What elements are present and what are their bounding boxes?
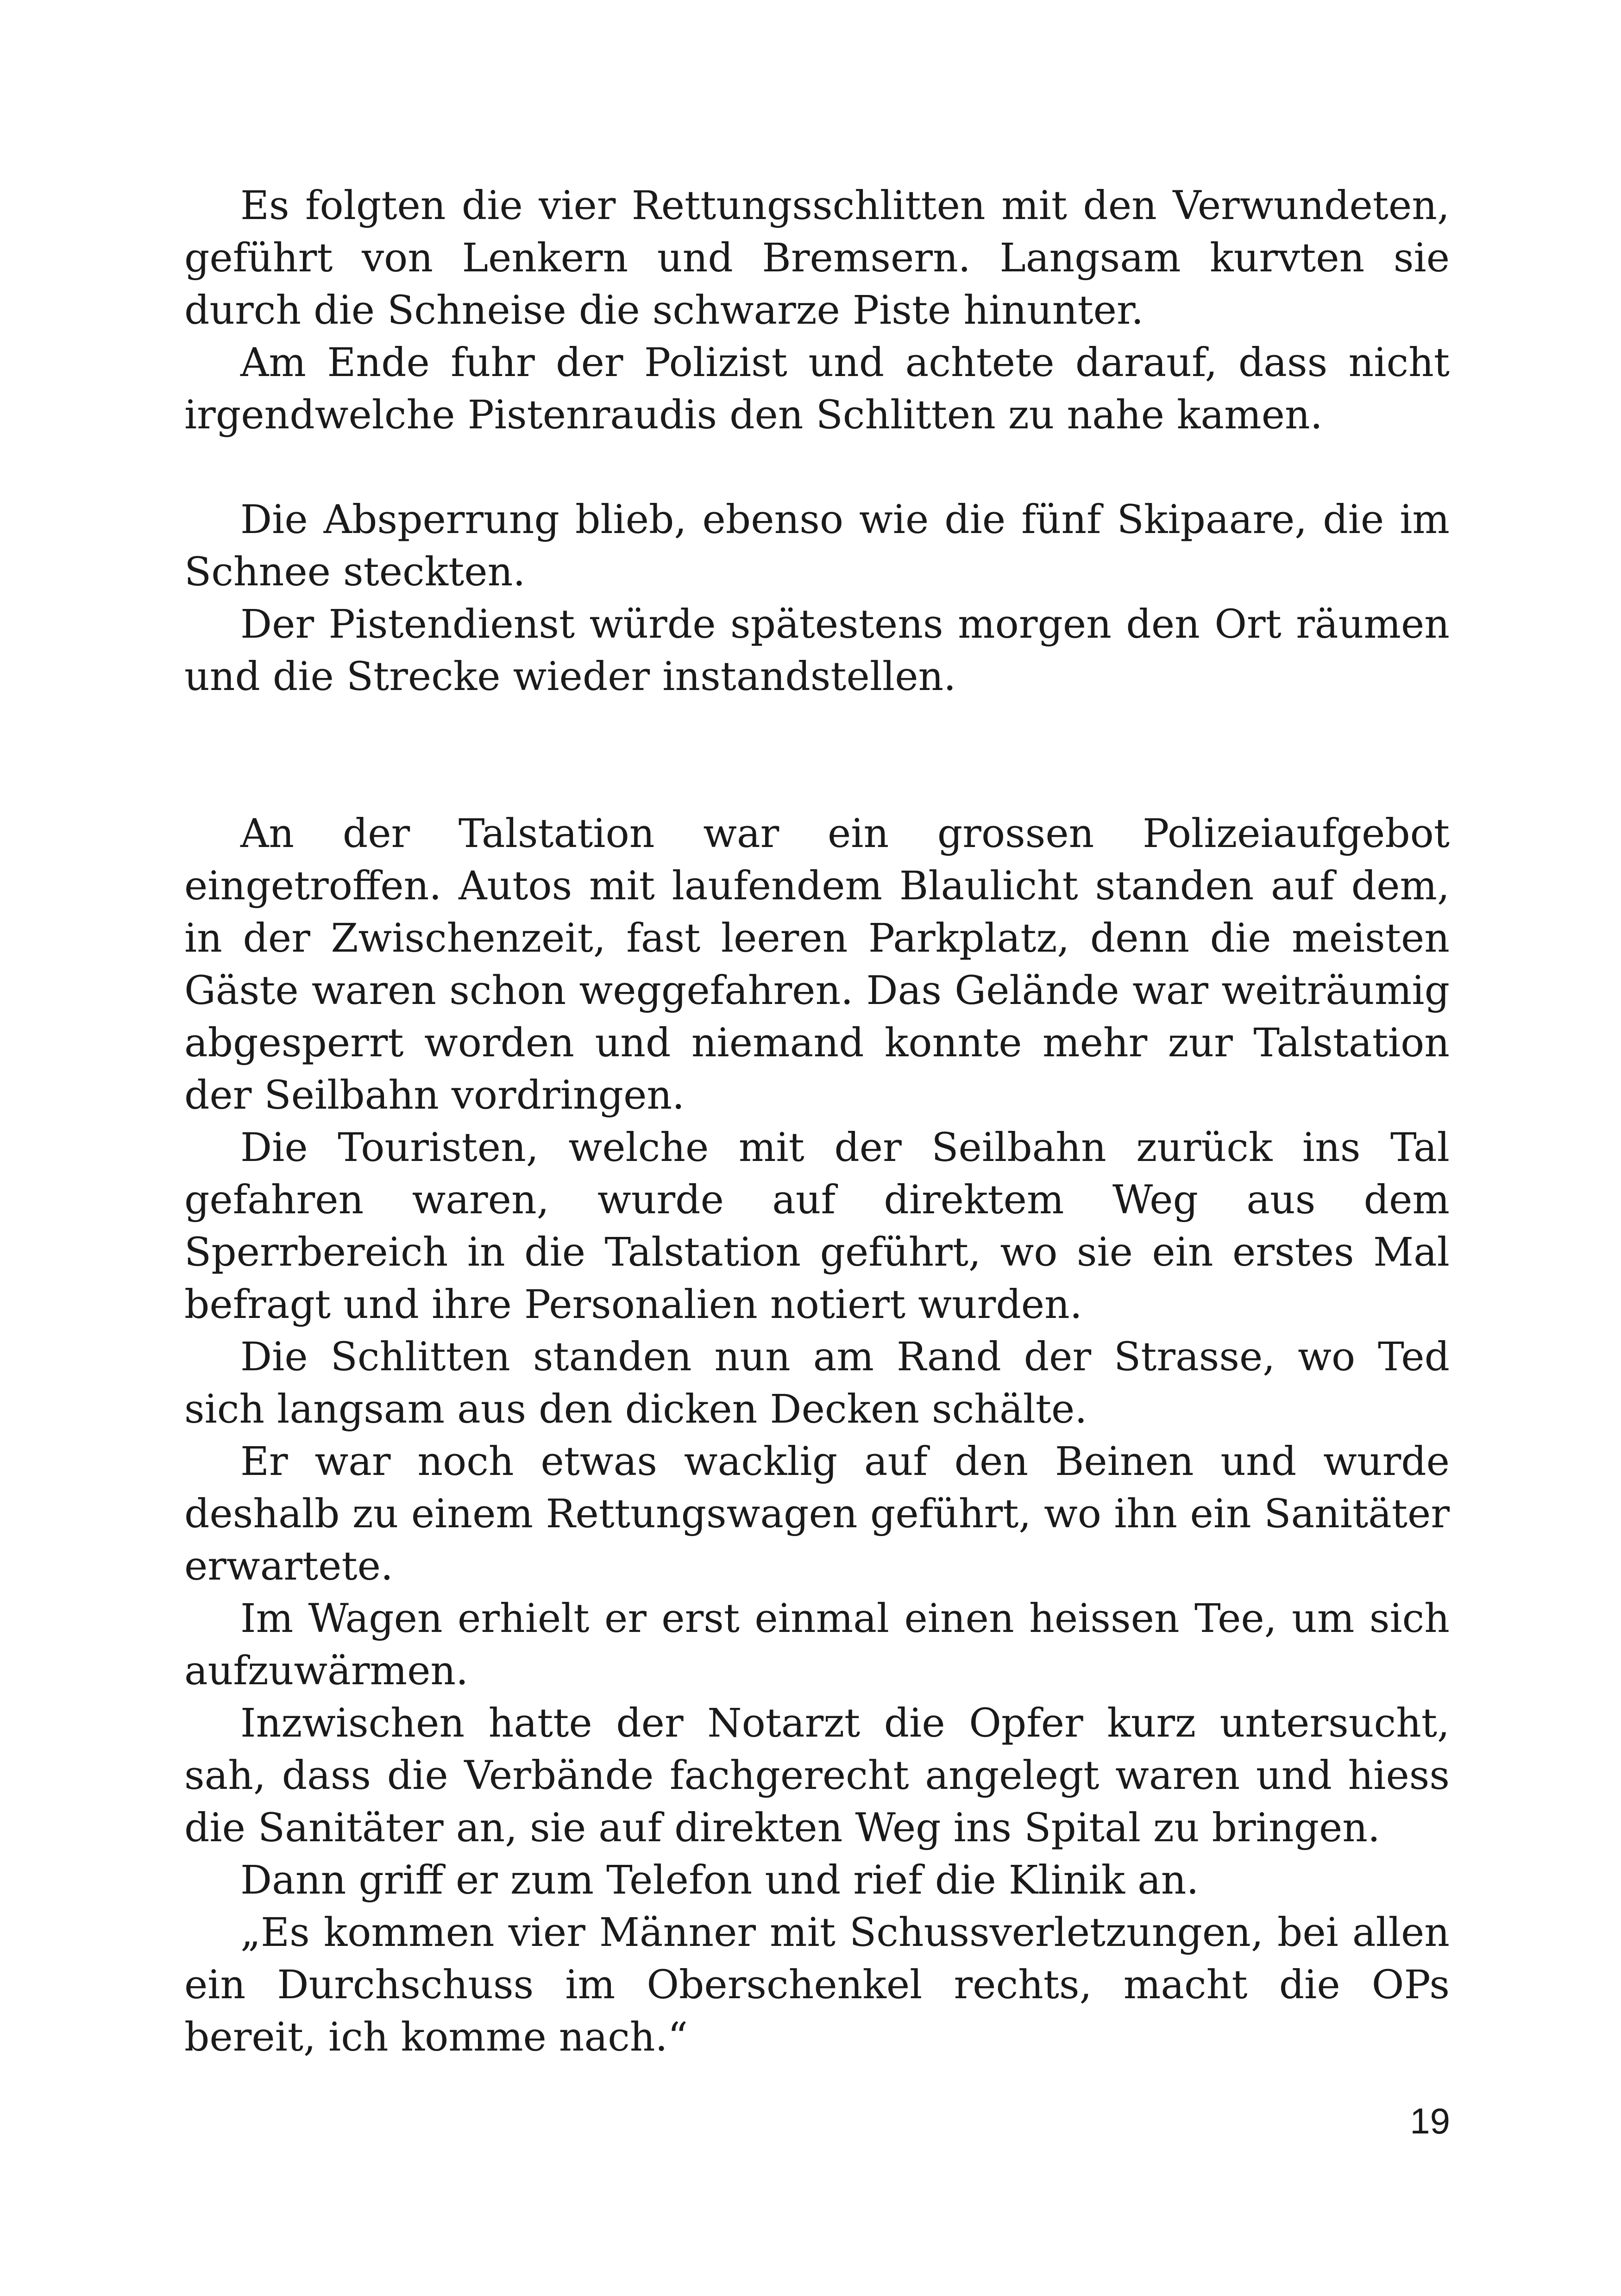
paragraph: An der Talstation war ein grossen Polizeiaufgebot eingetroffen. Autos mit laufendem Blaulicht standen auf dem, in der Zwischenzeit, fast leeren Parkplatz, denn die meisten Gäste waren schon weggefahren. Das Gelände war weiträumig abgesperrt worden und niemand konnte mehr zur Talstation der Seilbahn vordringen. xyxy=(184,811,1450,1118)
paragraph: Am Ende fuhr der Polizist und achtete darauf, dass nicht irgendwelche Pistenraudis den Schlitten zu nahe kamen. xyxy=(184,340,1450,438)
paragraph: Er war noch etwas wacklig auf den Beinen und wurde deshalb zu einem Rettungswagen geführt, wo ihn ein Sanitäter erwartete. xyxy=(184,1439,1450,1589)
paragraph: Es folgten die vier Rettungsschlitten mit den Verwundeten, geführt von Lenkern und Bremsern. Langsam kurvten sie durch die Schneise die schwarze Piste hinunter. xyxy=(184,183,1450,333)
paragraph: Die Touristen, welche mit der Seilbahn zurück ins Tal gefahren waren, wurde auf direktem Weg aus dem Sperrbereich in die Talstation geführt, wo sie ein erstes Mal befragt und ihre Personalien notiert wurden. xyxy=(184,1125,1450,1328)
paragraph: Im Wagen erhielt er erst einmal einen heissen Tee, um sich aufzuwärmen. xyxy=(184,1596,1450,1694)
section-spacer xyxy=(184,703,1450,808)
paragraph: Der Pistendienst würde spätestens morgen den Ort räumen und die Strecke wieder instandstellen. xyxy=(184,602,1450,700)
paragraph: Die Schlitten standen nun am Rand der Strasse, wo Ted sich langsam aus den dicken Decken schälte. xyxy=(184,1334,1450,1432)
page-body xyxy=(184,180,1450,2064)
paragraph: „Es kommen vier Männer mit Schussverletzungen, bei allen ein Durchschuss im Oberschenkel rechts, macht die OPs bereit, ich komme nach.“ xyxy=(184,1910,1450,2060)
paragraph: Inzwischen hatte der Notarzt die Opfer kurz untersucht, sah, dass die Verbände fachgerecht angelegt waren und hiess die Sanitäter an, sie auf direkten Weg ins Spital zu bringen. xyxy=(184,1700,1450,1851)
paragraph: Dann griff er zum Telefon und rief die Klinik an. xyxy=(240,1857,1199,1903)
section-spacer xyxy=(184,441,1450,494)
page-number: 19 xyxy=(1410,2101,1450,2141)
paragraph: Die Absperrung blieb, ebenso wie die fünf Skipaare, die im Schnee steckten. xyxy=(184,497,1450,595)
